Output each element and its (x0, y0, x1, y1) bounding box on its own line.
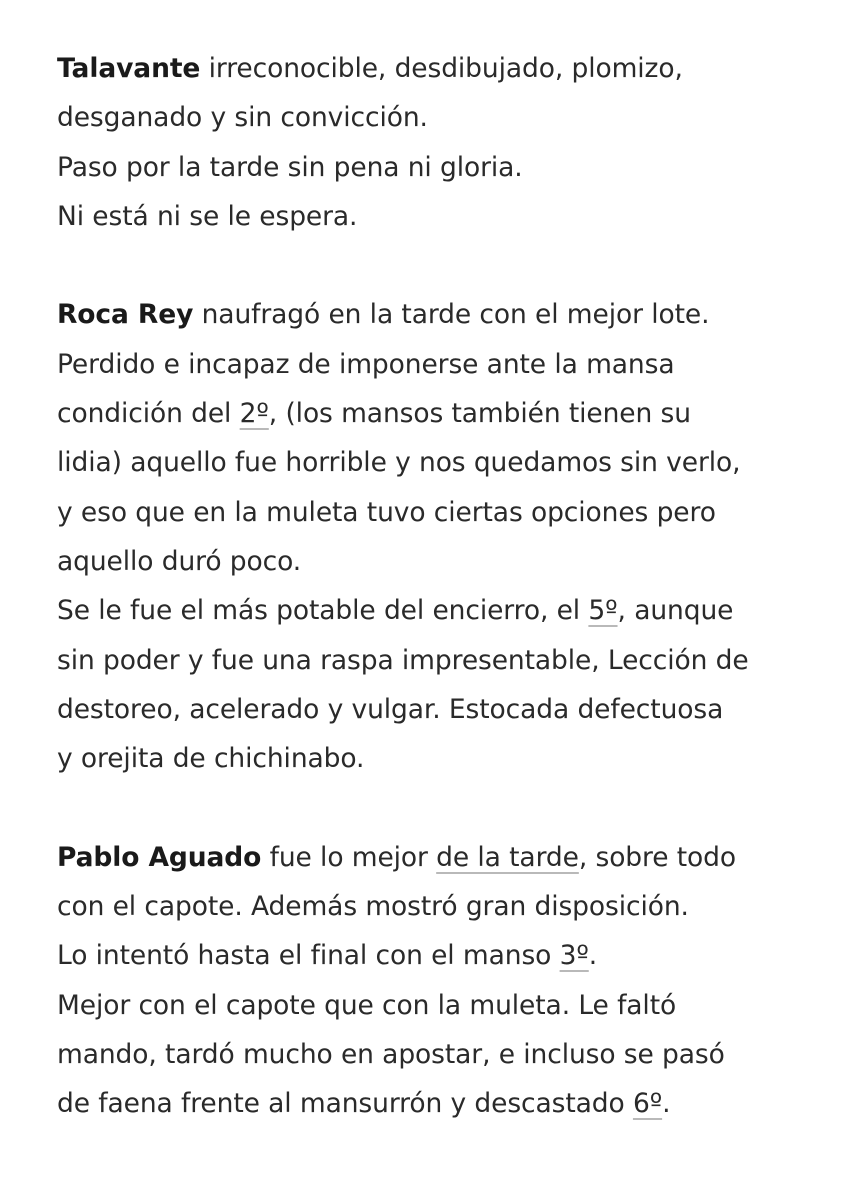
text-run: condición del (57, 398, 240, 430)
text-line (57, 93, 837, 142)
text-run: Ni está ni se le espera. (57, 200, 358, 232)
text-run: Mejor con el capote que con la muleta. Le faltó (57, 989, 677, 1021)
text-line (57, 143, 837, 192)
text-line (57, 438, 837, 487)
text-line (57, 685, 837, 734)
link-bull-3[interactable]: 3º (559, 940, 589, 972)
text-run: . (588, 940, 598, 972)
paragraph-gap (57, 783, 837, 832)
text-run: y eso que en la muleta tuvo ciertas opciones pero (57, 496, 716, 528)
text-run: y orejita de chichinabo. (57, 743, 365, 775)
text-line (57, 931, 837, 980)
text-run: con el capote. Además mostró gran disposición. (57, 891, 689, 923)
text-line (57, 192, 837, 241)
text-run: mando, tardó mucho en apostar, e incluso se pasó (57, 1038, 725, 1070)
text-run: fue lo mejor (261, 841, 437, 873)
paragraph-gap (57, 241, 837, 290)
text-run: Se le fue el más potable del encierro, el (57, 595, 589, 627)
text-run: Lo intentó hasta el final con el manso (57, 940, 560, 972)
text-line (57, 488, 837, 537)
text-run: naufragó en la tarde con el mejor lote. (193, 299, 710, 331)
text-run: lidia) aquello fue horrible y nos quedamos sin verlo, (57, 447, 741, 479)
text-line (57, 833, 837, 882)
text-run: destoreo, acelerado y vulgar. Estocada defectuosa (57, 693, 724, 725)
text-line (57, 981, 837, 1030)
text-line (57, 586, 837, 635)
text-line (57, 290, 837, 339)
text-line (57, 1030, 837, 1079)
text-line (57, 340, 837, 389)
text-run: , (los mansos también tienen su (268, 398, 691, 430)
text-line (57, 44, 837, 93)
text-line (57, 537, 837, 586)
text-line (57, 734, 837, 783)
name-talavante: Talavante (57, 53, 201, 84)
link-de-la-tarde[interactable]: de la tarde (436, 841, 579, 873)
text-run: irreconocible, desdibujado, plomizo, (200, 53, 683, 84)
text-run: , sobre todo (578, 841, 737, 873)
text-run: aquello duró poco. (57, 545, 302, 577)
text-line (57, 636, 837, 685)
name-roca-rey: Roca Rey (57, 299, 194, 331)
text-line (57, 882, 837, 931)
link-bull-5[interactable]: 5º (588, 595, 618, 627)
paragraph-roca-rey (57, 290, 837, 783)
note-body (57, 44, 837, 1129)
text-line (57, 1079, 837, 1128)
text-run: sin poder y fue una raspa impresentable, Lección de (57, 644, 749, 676)
text-run: de faena frente al mansurrón y descastado (57, 1088, 633, 1120)
text-line (57, 389, 837, 438)
text-run: desganado y sin convicción. (57, 102, 428, 134)
link-bull-2[interactable]: 2º (239, 398, 269, 430)
paragraph-pablo-aguado (57, 833, 837, 1129)
link-bull-6[interactable]: 6º (632, 1088, 663, 1120)
text-run: , aunque (617, 595, 734, 627)
text-run: Paso por la tarde sin pena ni gloria. (57, 151, 523, 183)
text-run: Perdido e incapaz de imponerse ante la mansa (57, 348, 675, 380)
name-pablo-aguado: Pablo Aguado (57, 841, 262, 873)
paragraph-talavante (57, 44, 837, 241)
text-run: . (662, 1088, 671, 1120)
